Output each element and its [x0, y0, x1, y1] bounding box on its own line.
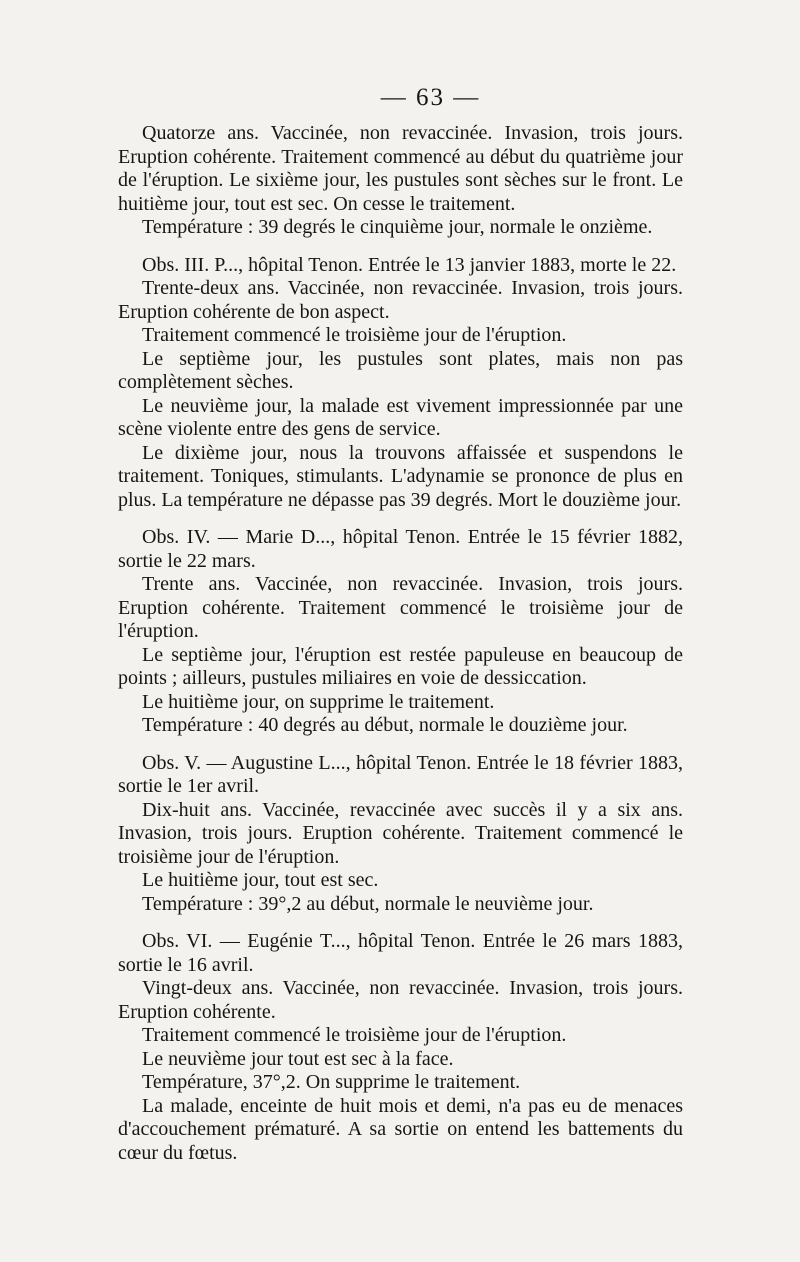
- text-body: [118, 122, 683, 1165]
- text-paragraph: Vingt-deux ans. Vaccinée, non revaccinée. Invasion, trois jours. Eruption cohérente.: [118, 977, 683, 1023]
- text-paragraph: Le neuvième jour tout est sec à la face.: [142, 1047, 454, 1070]
- text-paragraph: Le septième jour, l'éruption est restée papuleuse en beaucoup de points ; ailleurs, pustules miliaires en voie de dessiccation.: [118, 643, 683, 689]
- text-paragraph: Température, 37°,2. On supprime le traitement.: [142, 1071, 521, 1093]
- text-paragraph: Trente ans. Vaccinée, non revaccinée. Invasion, trois jours. Eruption cohérente. Traitement commencé le troisième jour de l'éruption.: [118, 573, 683, 642]
- text-paragraph: Température : 39 degrés le cinquième jour, normale le onzième.: [142, 216, 653, 238]
- text-paragraph: Le neuvième jour, la malade est vivement impressionnée par une scène violente entre des gens de service.: [118, 394, 683, 440]
- text-paragraph: Traitement commencé le troisième jour de l'éruption.: [142, 1024, 567, 1046]
- text-paragraph: Trente-deux ans. Vaccinée, non revaccinée. Invasion, trois jours. Eruption cohérente de bon aspect.: [118, 277, 683, 323]
- text-paragraph: Dix-huit ans. Vaccinée, revaccinée avec succès il y a six ans. Invasion, trois jours. Eruption cohérente. Traitement commencé le troisième jour de l'éruption.: [118, 798, 683, 868]
- text-paragraph: Température : 40 degrés au début, normale le douzième jour.: [142, 714, 628, 736]
- observation-heading-paragraph: Obs. V. — Augustine L..., hôpital Tenon. Entrée le 18 février 1883, sortie le 1er avril.: [118, 751, 683, 797]
- text-paragraph: Quatorze ans. Vaccinée, non revaccinée. Invasion, trois jours. Eruption cohérente. Traitement commencé au début du quatrième jour de l'éruption. Le sixième jour, les pustules sont sèches sur le front. Le huitième jour, tout est sec. On cesse le traitement.: [118, 122, 683, 215]
- text-paragraph: Température : 39°,2 au début, normale le neuvième jour.: [142, 892, 594, 915]
- document-page: [118, 84, 683, 1165]
- text-paragraph: Le septième jour, les pustules sont plates, mais non pas complètement sèches.: [118, 347, 683, 393]
- observation-heading-paragraph: Obs. VI. — Eugénie T..., hôpital Tenon. Entrée le 26 mars 1883, sortie le 16 avril.: [118, 930, 683, 976]
- text-paragraph: Le dixième jour, nous la trouvons affaissée et suspendons le traitement. Toniques, stimulants. L'adynamie se prononce de plus en plus. La température ne dépasse pas 39 degrés. Mort le douzième jour.: [118, 441, 683, 511]
- text-paragraph: Le huitième jour, on supprime le traitement.: [142, 690, 495, 713]
- text-paragraph: Traitement commencé le troisième jour de l'éruption.: [142, 324, 567, 346]
- observation-heading-paragraph: Obs. IV. — Marie D..., hôpital Tenon. Entrée le 15 février 1882, sortie le 22 mars.: [118, 526, 683, 572]
- text-paragraph: La malade, enceinte de huit mois et demi, n'a pas eu de menaces d'accouchement prématuré. A sa sortie on entend les battements du cœur du fœtus.: [118, 1094, 683, 1164]
- text-paragraph: Le huitième jour, tout est sec.: [142, 869, 379, 891]
- observation-heading-paragraph: Obs. III. P..., hôpital Tenon. Entrée le 13 janvier 1883, morte le 22.: [142, 253, 677, 276]
- page-number: — 63 —: [380, 84, 481, 111]
